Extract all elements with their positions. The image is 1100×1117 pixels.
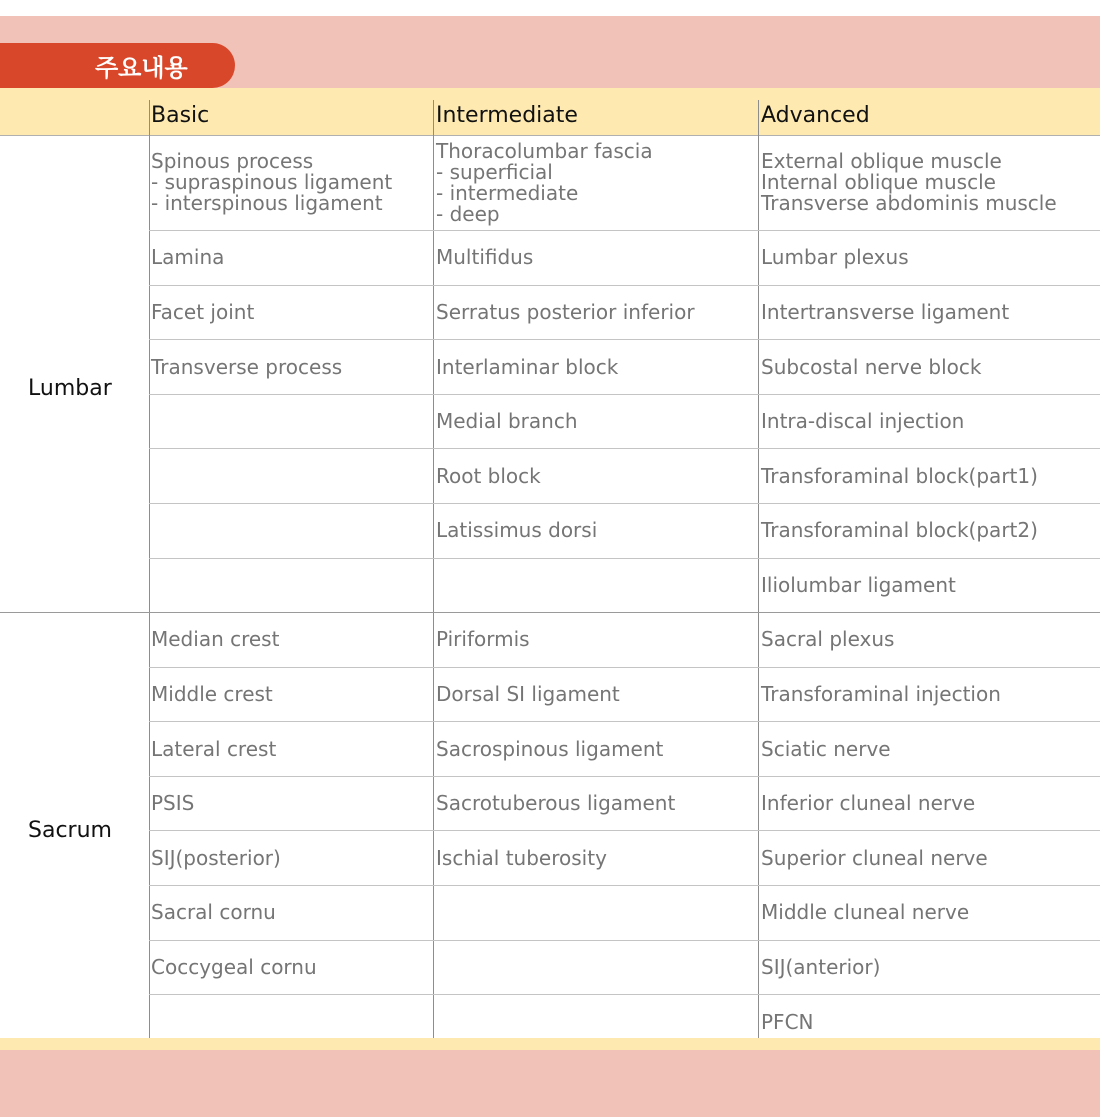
cell-intermediate: Serratus posterior inferior: [436, 299, 695, 324]
row-divider: [149, 448, 1100, 449]
cell-advanced: Intertransverse ligament: [761, 299, 1010, 324]
cell-advanced: Inferior cluneal nerve: [761, 791, 976, 816]
cell-basic: Lamina: [151, 245, 225, 270]
row-divider: [149, 230, 1100, 231]
cell-basic: Transverse process: [151, 354, 343, 379]
row-divider: [149, 339, 1100, 340]
section-label-lumbar: Lumbar: [28, 376, 112, 401]
cell-basic: SIJ(posterior): [151, 845, 281, 870]
row-divider: [149, 994, 1100, 995]
cell-basic: Coccygeal cornu: [151, 954, 317, 979]
row-divider: [149, 776, 1100, 777]
cell-advanced: Lumbar plexus: [761, 245, 909, 270]
cell-advanced: Transforaminal block(part2): [761, 518, 1038, 543]
cell-advanced: Superior cluneal nerve: [761, 845, 988, 870]
cell-intermediate: Root block: [436, 463, 541, 488]
cell-advanced: Subcostal nerve block: [761, 354, 982, 379]
column-divider: [758, 100, 759, 1038]
row-divider: [149, 285, 1100, 286]
row-divider: [149, 667, 1100, 668]
column-header-basic: Basic: [151, 103, 210, 128]
column-divider: [433, 100, 434, 1038]
cell-intermediate: Medial branch: [436, 409, 578, 434]
cell-intermediate: Interlaminar block: [436, 354, 619, 379]
bottom-banner: [0, 1050, 1100, 1117]
row-divider: [149, 940, 1100, 941]
row-divider: [149, 830, 1100, 831]
cell-basic: Facet joint: [151, 299, 255, 324]
cell-basic: Middle crest: [151, 681, 273, 706]
cell-intermediate: Sacrotuberous ligament: [436, 791, 676, 816]
cell-intermediate: Thoracolumbar fascia - superficial - intermediate - deep: [436, 138, 653, 226]
cell-basic: Lateral crest: [151, 736, 277, 761]
section-tab: 주요내용: [0, 43, 235, 88]
cell-advanced: Sacral plexus: [761, 627, 895, 652]
section-label-sacrum: Sacrum: [28, 818, 112, 843]
cell-intermediate: Multifidus: [436, 245, 534, 270]
row-divider: [149, 558, 1100, 559]
table-header: [0, 88, 1100, 136]
cell-advanced: Transforaminal block(part1): [761, 463, 1038, 488]
cell-intermediate: Dorsal SI ligament: [436, 681, 620, 706]
column-header-intermediate: Intermediate: [436, 103, 578, 128]
column-header-advanced: Advanced: [761, 103, 870, 128]
row-divider: [149, 394, 1100, 395]
cell-advanced: Iliolumbar ligament: [761, 572, 956, 597]
cell-basic: Median crest: [151, 627, 280, 652]
row-divider: [149, 503, 1100, 504]
cell-advanced: Intra-discal injection: [761, 409, 965, 434]
cell-advanced: Transforaminal injection: [761, 681, 1001, 706]
cell-advanced: Middle cluneal nerve: [761, 900, 970, 925]
bottom-stripe: [0, 1038, 1100, 1050]
cell-advanced: External oblique muscle Internal oblique muscle Transverse abdominis muscle: [761, 149, 1057, 215]
cell-advanced: PFCN: [761, 1009, 814, 1034]
cell-basic: Sacral cornu: [151, 900, 276, 925]
cell-basic: Spinous process - supraspinous ligament - interspinous ligament: [151, 149, 393, 215]
cell-basic: PSIS: [151, 791, 195, 816]
cell-intermediate: Piriformis: [436, 627, 530, 652]
row-divider: [149, 885, 1100, 886]
cell-advanced: Sciatic nerve: [761, 736, 891, 761]
section-divider: [0, 612, 1100, 613]
cell-intermediate: Sacrospinous ligament: [436, 736, 664, 761]
column-divider: [149, 100, 150, 1038]
cell-intermediate: Latissimus dorsi: [436, 518, 598, 543]
cell-intermediate: Ischial tuberosity: [436, 845, 607, 870]
row-divider: [149, 721, 1100, 722]
cell-advanced: SIJ(anterior): [761, 954, 881, 979]
